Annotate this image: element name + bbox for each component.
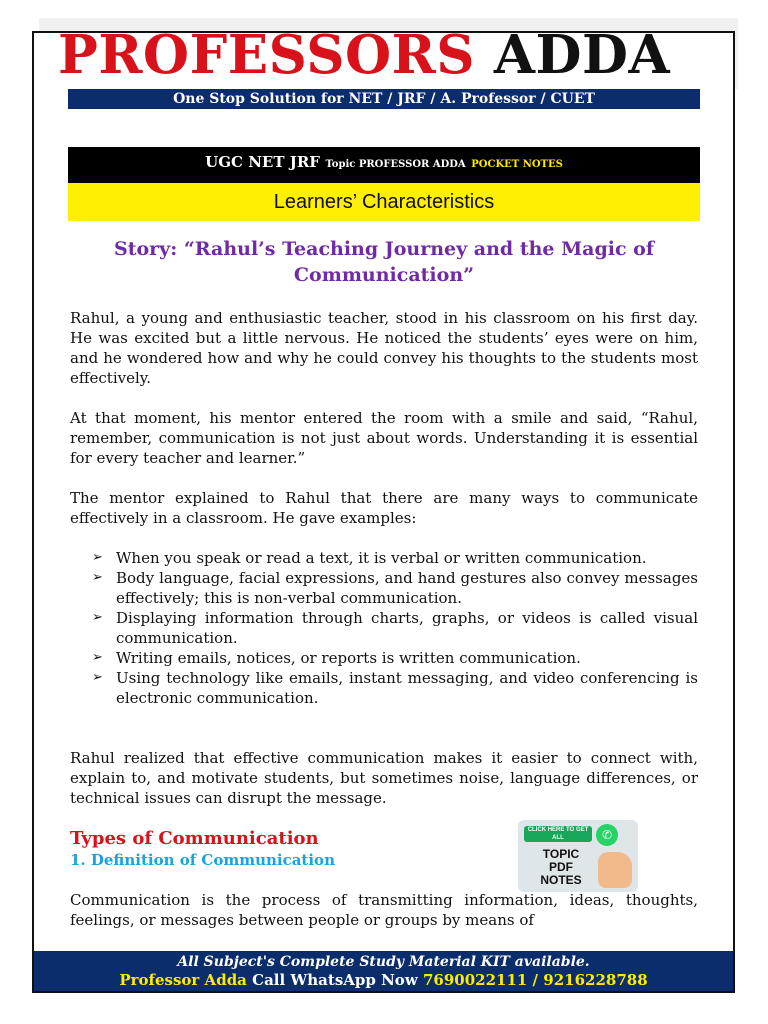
section-subheading: 1. Definition of Communication <box>70 851 335 869</box>
list-item: ➢ Using technology like emails, instant messaging, and video conferencing is electronic communication. <box>92 669 698 707</box>
footer-call-text: Call WhatsApp Now <box>252 971 418 989</box>
tagline-bar: One Stop Solution for NET / JRF / A. Professor / CUET <box>68 89 700 109</box>
footer-line-2 <box>34 971 733 990</box>
list-item: ➢ When you speak or read a text, it is verbal or written communication. <box>92 549 647 567</box>
page-title: Learners’ Characteristics <box>68 183 700 221</box>
footer-brand-name: Professor Adda <box>119 971 247 989</box>
pointing-hand-icon <box>598 852 632 888</box>
topic-exam: UGC NET JRF <box>205 153 320 171</box>
story-title: Story: “Rahul’s Teaching Journey and the Magic of Communication” <box>114 238 654 286</box>
list-item: ➢ Displaying information through charts, graphs, or videos is called visual communication. <box>92 609 698 647</box>
paragraph-3: The mentor explained to Rahul that there are many ways to communicate effectively in a classroom. He gave examples: <box>70 489 698 527</box>
section-heading: Types of Communication <box>70 828 319 849</box>
topic-pocket-notes: POCKET NOTES <box>471 159 563 170</box>
brand-red-text: PROFESSORS <box>58 24 475 86</box>
arrow-bullet-icon: ➢ <box>92 650 103 665</box>
paragraph-2: At that moment, his mentor entered the room with a smile and said, “Rahul, remember, communication is not just about words. Understanding it is essential for every teacher and learner.” <box>70 409 698 467</box>
brand-logo <box>58 26 670 84</box>
arrow-bullet-icon: ➢ <box>92 550 103 565</box>
list-item: ➢ Writing emails, notices, or reports is written communication. <box>92 649 581 667</box>
badge-text: TOPIC PDF NOTES <box>540 847 582 887</box>
paragraph-1: Rahul, a young and enthusiastic teacher, stood in his classroom on his first day. He was excited but a little nervous. He noticed the students’ eyes were on him, and he wondered how and why he could convey his thoughts to the students most effectively. <box>70 309 698 387</box>
whatsapp-icon: ✆ <box>596 824 618 846</box>
topic-pdf-notes-badge[interactable] <box>518 820 638 892</box>
definition-paragraph: Communication is the process of transmitting information, ideas, thoughts, feelings, or messages between people or groups by means of <box>70 891 698 929</box>
closing-paragraph: Rahul realized that effective communication makes it easier to connect with, explain to, and motivate students, but sometimes noise, language differences, or technical issues can disrupt the message. <box>70 749 698 807</box>
brand-black-text: ADDA <box>493 24 671 86</box>
footer-line-1: All Subject's Complete Study Material KIT available. <box>177 954 590 970</box>
click-here-label: CLICK HERE TO GET ALL <box>524 826 592 842</box>
bullet-list <box>92 548 698 708</box>
arrow-bullet-icon: ➢ <box>92 670 103 685</box>
topic-bar <box>68 147 700 183</box>
list-item: ➢ Body language, facial expressions, and hand gestures also convey messages effectively; this is non-verbal communication. <box>92 569 698 607</box>
arrow-bullet-icon: ➢ <box>92 610 103 625</box>
footer-bar <box>34 951 733 991</box>
arrow-bullet-icon: ➢ <box>92 570 103 585</box>
topic-label: Topic PROFESSOR ADDA <box>325 159 466 170</box>
footer-phone-numbers[interactable]: 7690022111 / 9216228788 <box>422 971 648 989</box>
